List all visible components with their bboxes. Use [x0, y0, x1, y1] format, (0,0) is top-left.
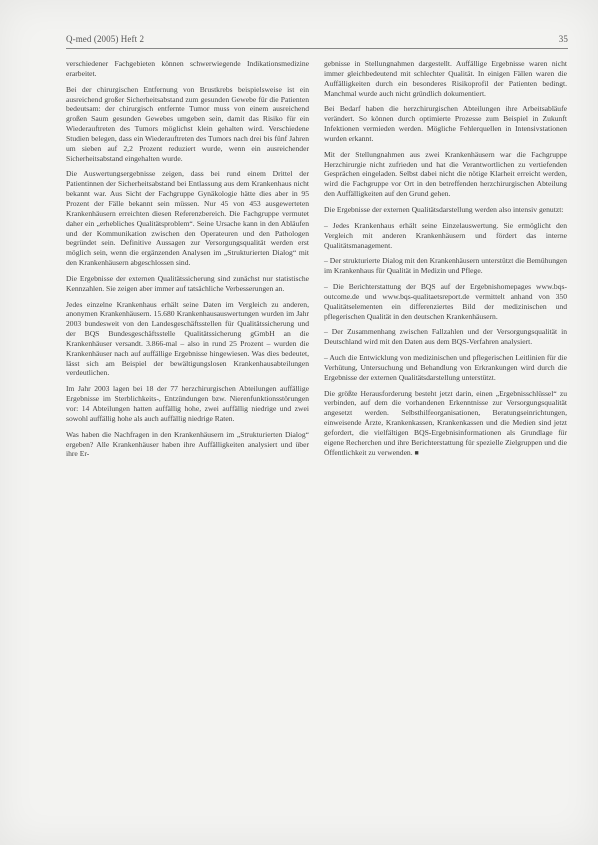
list-item: – Der Zusammenhang zwischen Fallzahlen und der Versorgungsqualität in Deutschland wird mit den Daten aus dem BQS-Verfahren analysiert.: [324, 327, 567, 347]
header-rule: [66, 48, 568, 49]
list-item: – Auch die Entwicklung von medizinischen und pflegerischen Leitlinien für die Verhütung, Untersuchung und Behandlung von Erkrankungen wird durch die Ergebnisse der externen Qualitätsdarstellung unterstützt.: [324, 353, 567, 382]
list-item: – Der strukturierte Dialog mit den Krankenhäusern unterstützt die Bemühungen im Krankenhaus für Qualität in Medizin und Pflege.: [324, 256, 567, 276]
list-item: – Die Berichterstattung der BQS auf der Ergebnishomepages www.bqs-outcome.de und www.bqs-qualitaetsreport.de vermittelt anhand von 350 Qualitätselementen ein differenziertes Bild der medizinischen und pflegerischen Qualität in den deutschen Krankenhäusern.: [324, 282, 567, 321]
page-number: 35: [558, 34, 568, 44]
paragraph: Was haben die Nachfragen in den Krankenhäusern im „Strukturierten Dialog“ ergeben? Alle Krankenhäuser haben ihre Auffälligkeiten analysiert und über ihre Er-: [66, 429, 309, 459]
end-of-article-mark: ■: [414, 448, 419, 457]
paragraph: Bei der chirurgischen Entfernung von Brustkrebs beispielsweise ist ein ausreichend großer Sicherheitsabstand zum gesunden Gewebe für die Patienten bedeutsam: der chirurgisch entfernte Tumor muss von einem ausreichend großen Saum gesunden Gewebes umgeben sein, damit das Risiko für ein Wiederauftreten des Tumors möglichst klein gehalten wird. Verschiedene Studien belegen, dass ein Wiederauftreten des Tumors nach drei bis fünf Jahren um sieben auf 2,2 Prozent reduziert wurde, wenn ein ausreichender Sicherheitsabstand eingehalten wurde.: [66, 84, 309, 163]
paragraph: Die Ergebnisse der externen Qualitätsdarstellung werden also intensiv genutzt:: [324, 204, 564, 214]
paragraph: verschiedener Fachgebieten können schwerwiegende Indikationsmedizine erarbeitet.: [66, 59, 309, 78]
paragraph: Jedes einzelne Krankenhaus erhält seine Daten im Vergleich zu anderen, anonymen Krankenhäusern. 15.680 Krankenhausauswertungen wurden im Jahr 2003 bundesweit von den Landesgeschäftsstellen für Qualitätssicherung und der BQS Bundesgeschäftsstelle Qualitätssicherung gGmbH an die Krankenhäuser versandt. 3.866-mal – also in rund 25 Prozent – wurden die Krankenhäuser nach auf auffällige Ergebnisse hingewiesen. Was dies bedeutet, lässt sich am Beispiel der bewältigungslosen Krankenhausabteilungen verdeutlichen.: [66, 299, 309, 378]
right-text-column: [324, 59, 567, 465]
left-text-column: [66, 59, 309, 465]
paragraph: Bei Bedarf haben die herzchirurgischen Abteilungen ihre Arbeitsabläufe verändert. So können durch optimierte Prozesse zum Beispiel in Zukunft Infektionen vermieden werden. Mögliche Fehlerquellen in Intensivstationen wurden erkannt.: [324, 104, 567, 143]
paragraph: Die Ergebnisse der externen Qualitätssicherung sind zunächst nur statistische Kennzahlen. Sie zeigen aber immer auf tatsächliche Verbesserungen an.: [66, 273, 309, 293]
list-item: – Jedes Krankenhaus erhält seine Einzelauswertung. Sie ermöglicht den Vergleich mit anderen Krankenhäusern und fördert das interne Qualitätsmanagement.: [324, 220, 567, 250]
paragraph: Mit der Stellungnahmen aus zwei Krankenhäusern war die Fachgruppe Herzchirurgie nicht zufrieden und hat die Verantwortlichen zu vertiefenden Gesprächen eingeladen. Selbst dabei nicht die nötige Klarheit erreicht werden, wird die Fachgruppe vor Ort in den betreffenden herzchirurgischen Abteilung den Auffälligkeiten auf den Grund gehen.: [324, 149, 567, 199]
paragraph: [324, 389, 567, 459]
paragraph: Im Jahr 2003 lagen bei 18 der 77 herzchirurgischen Abteilungen auffällige Ergebnisse im Sterblichkeits-, Entzündungen bzw. Nierenfunktionsstörungen vor: 14 Abteilungen hatten auffällig hohe, zwei auffällig niedrige und zwei sowohl auffällig hohe als auch auffällig niedrige Raten.: [66, 384, 309, 423]
paragraph: gebnisse in Stellungnahmen dargestellt. Auffällige Ergebnisse waren nicht immer gleichbedeutend mit schlechter Qualität. In einigen Fällen waren die Auffälligkeiten durch ein besonderes Risikoprofil der Patienten bedingt. Manchmal wurde auch nicht gründlich dokumentiert.: [324, 59, 567, 98]
journal-title: Q-med (2005) Heft 2: [66, 34, 145, 44]
closing-paragraph-text: Die größte Herausforderung besteht jetzt darin, einen „Ergebnisschlüssel“ zu verbinden, auf dem die vorhandenen Erkenntnisse zur Versorgungsqualität angesetzt werden. Selbsthilfeorganisationen, Beratungseinrichtungen, einweisende Ärzte, Krankenkassen, Krankenkassen und die Medien sind jetzt gefordert, die vielfältigen BQS-Ergebnisinformationen als Grundlage für eigene Recherchen und ihre Berichterstattung für spezielle Zielgruppen und die Öffentlichkeit zu verwenden.: [324, 388, 567, 457]
paragraph: Die Auswertungsergebnisse zeigen, dass bei rund einem Drittel der Patientinnen der Sicherheitsabstand bei Entlassung aus dem Krankenhaus nicht bekannt war. Aus Sicht der Fachgruppe Gynäkologie hätte dies aber in 95 Prozent der Fälle bekannt sein müssen. Nur 45 von 453 ausgewerteten Krankenhäusern erreichten diesen Referenzbereich. Die Fachgruppe vermutet daher ein „erhebliches Qualitätsproblem“. Seine Ursache kann in den Abläufen und der Kommunikation zwischen den Operateuren und den Pathologen begründet sein. Definitive Aussagen zur Versorgungsqualität werden erst möglich sein, wenn die ergänzenden Analysen im „Strukturierten Dialog“ mit den Krankenhäusern abgeschlossen sind.: [66, 169, 309, 268]
running-header: [66, 34, 568, 48]
